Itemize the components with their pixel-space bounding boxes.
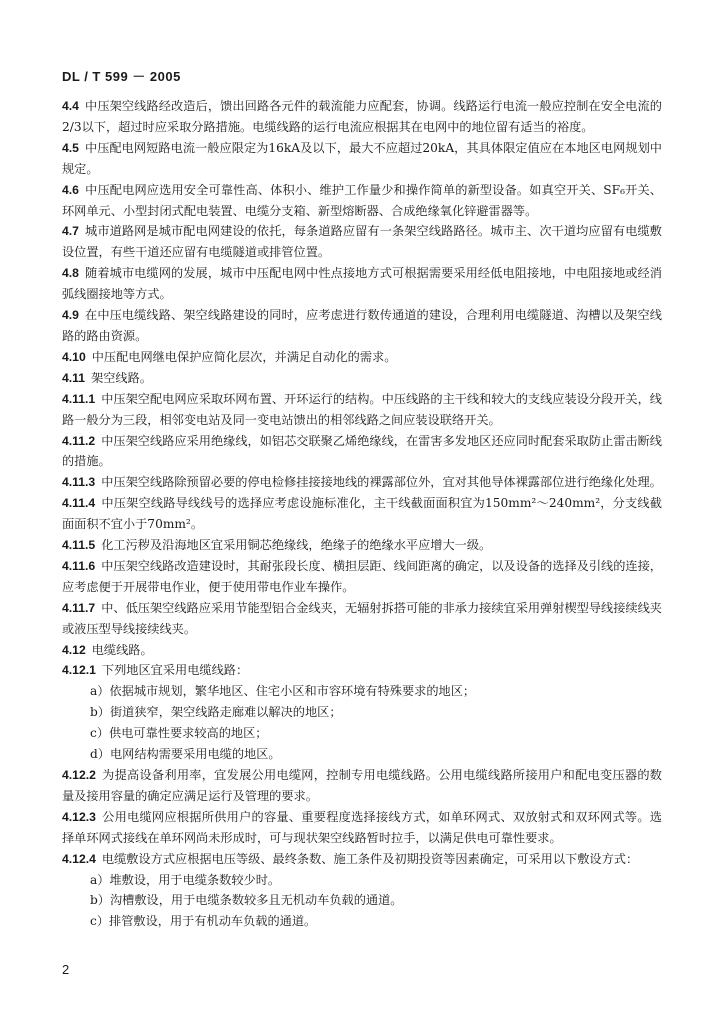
clause-number: 4.5 (62, 140, 79, 155)
clause-number: 4.11.2 (62, 433, 96, 448)
clause-number: 4.11.5 (62, 538, 96, 553)
clause-number: 4.11.7 (62, 600, 96, 615)
clause-4-11-3 (62, 472, 662, 493)
clause-4-12-4 (62, 849, 662, 870)
clause-text: 在中压电缆线路、架空线路建设的同时，应考虑进行数传通道的建设，合理利用电缆隧道、沟槽以及架空线路的路由资源。 (62, 308, 662, 343)
clause-4-9 (62, 305, 662, 347)
list-item: a）依据城市规划，繁华地区、住宅小区和市容环境有特殊要求的地区； (90, 684, 476, 699)
clause-text: 化工污秽及沿海地区宜采用铜芯绝缘线，绝缘子的绝缘水平应增大一级。 (101, 538, 492, 553)
clause-text: 下列地区宜采用电缆线路： (101, 663, 249, 678)
list-item: a）堆敷设，用于电缆条数较少时。 (90, 872, 281, 887)
standard-code-header: DL / T 599 － 2005 (62, 69, 181, 84)
list-item: c）供电可靠性要求较高的地区； (90, 726, 268, 741)
clause-text: 中压架空线路导线线号的选择应考虑设施标准化，主干线截面面积宜为150mm²～240mm²，分支线截面面积不宜小于70mm²。 (62, 496, 662, 532)
list-item: b）沟槽敷设，用于电缆条数较多且无机动车负载的通道。 (90, 893, 403, 908)
clause-number: 4.6 (62, 182, 79, 197)
clause-4-12-3 (62, 807, 662, 849)
clause-4-7 (62, 221, 662, 263)
clause-number: 4.12 (62, 642, 86, 657)
clause-text: 随着城市电缆网的发展，城市中压配电网中性点接地方式可根据需要采用经低电阻接地，中电阻接地或经消弧线圈接地等方式。 (62, 266, 662, 302)
clause-text: 中压架空配电网应采取环网布置、开环运行的结构。中压线路的主干线和较大的支线应装设分段开关，线路一般分为三段，相邻变电站及同一变电站馈出的相邻线路之间应装设联络开关。 (62, 391, 662, 427)
page-number: 2 (62, 962, 70, 977)
clause-number: 4.12.3 (62, 809, 96, 824)
clause-text: 中压配电网短路电流一般应限定为16kA及以下，最大不应超过20kA，其具体限定值应在本地区电网规划中规定。 (62, 140, 662, 176)
clause-number: 4.7 (62, 224, 79, 239)
clause-number: 4.11.6 (62, 558, 96, 573)
clause-text: 为提高设备利用率，宜发展公用电缆网，控制专用电缆线路。公用电缆线路所接用户和配电变压器的数量及接用容量的确定应满足运行及管理的要求。 (62, 768, 662, 803)
clause-4-8 (62, 263, 662, 305)
clause-4-11 (62, 368, 662, 389)
clause-number: 4.11.1 (62, 391, 96, 406)
clause-number: 4.4 (62, 99, 79, 113)
clause-4-11-7 (62, 598, 662, 640)
clause-text: 电缆敷设方式应根据电压等级、最终条数、施工条件及初期投资等因素确定，可采用以下敷设方式： (101, 851, 639, 866)
clause-text: 中压架空线路应采用绝缘线，如铝芯交联聚乙烯绝缘线，在雷害多发地区还应同时配套采取防止雷击断线的措施。 (62, 433, 662, 469)
clause-text: 中、低压架空线路应采用节能型铝合金线夹，无辐射拆搭可能的非承力接续宜采用弹射楔型导线接续线夹或液压型导线接续线夹。 (62, 600, 662, 636)
clause-4-12-1 (62, 660, 662, 681)
clause-4-11-5 (62, 535, 662, 556)
clause-text: 城市道路网是城市配电网建设的依托，每条道路应留有一条架空线路路径。城市主、次干道均应留有电缆敷设位置，有些干道还应留有电缆隧道或排管位置。 (62, 224, 662, 260)
list-item: d）电网结构需要采用电缆的地区。 (90, 747, 281, 762)
clause-text: 架空线路。 (91, 370, 152, 385)
clause-number: 4.12.4 (62, 851, 96, 866)
clause-4-12-2 (62, 765, 662, 807)
clause-text: 中压架空线路经改造后，馈出回路各元件的载流能力应配套，协调。线路运行电流一般应控制在安全电流的2/3以下，超过时应采取分路措施。电缆线路的运行电流应根据其在电网中的地位留有适当的裕度。 (62, 99, 662, 134)
clause-text: 中压架空线路改造建设时，其耐张段长度、横担层距、线间距离的确定，以及设备的选择及引线的连接，应考虑便于开展带电作业，便于使用带电作业车操作。 (62, 558, 662, 594)
clause-4-11-6 (62, 556, 662, 598)
clause-number: 4.12.2 (62, 768, 96, 782)
list-item: b）街道狭窄，架空线路走廊难以解决的地区； (90, 705, 342, 720)
document-body (62, 96, 662, 932)
clause-number: 4.11.3 (62, 475, 96, 490)
clause-number: 4.12.1 (62, 663, 96, 678)
clause-number: 4.9 (62, 308, 79, 323)
clause-text: 电缆线路。 (91, 642, 153, 657)
clause-number: 4.10 (62, 349, 86, 364)
list-item: c）排管敷设，用于有机动车负载的通道。 (90, 914, 317, 929)
clause-text: 中压配电网继电保护应简化层次，并满足自动化的需求。 (91, 349, 397, 364)
clause-text: 中压架空线路除预留必要的停电检修挂接接地线的裸露部位外，宜对其他导体裸露部位进行绝缘化处理。 (101, 475, 662, 490)
clause-4-5 (62, 138, 662, 180)
clause-text: 公用电缆网应根据所供用户的容量、重要程度选择接线方式，如单环网式、双放射式和双环网式等。选择单环网式接线在单环网尚未形成时，可与现状架空线路暂时拉手，以满足供电可靠性要求。 (62, 809, 662, 845)
clause-4-6 (62, 180, 662, 222)
clause-number: 4.8 (62, 266, 79, 281)
clause-4-4 (62, 96, 662, 138)
clause-text: 中压配电网应选用安全可靠性高、体积小、维护工作量少和操作简单的新型设备。如真空开关、SF₆开关、环网单元、小型封闭式配电装置、电缆分支箱、新型熔断器、合成绝缘氧化锌避雷器等。 (62, 182, 662, 218)
clause-4-11-4 (62, 493, 662, 535)
clause-4-10 (62, 347, 662, 368)
clause-number: 4.11 (62, 370, 86, 385)
clause-4-12 (62, 640, 662, 661)
clause-number: 4.11.4 (62, 496, 96, 511)
clause-4-11-1 (62, 389, 662, 431)
clause-4-11-2 (62, 431, 662, 473)
